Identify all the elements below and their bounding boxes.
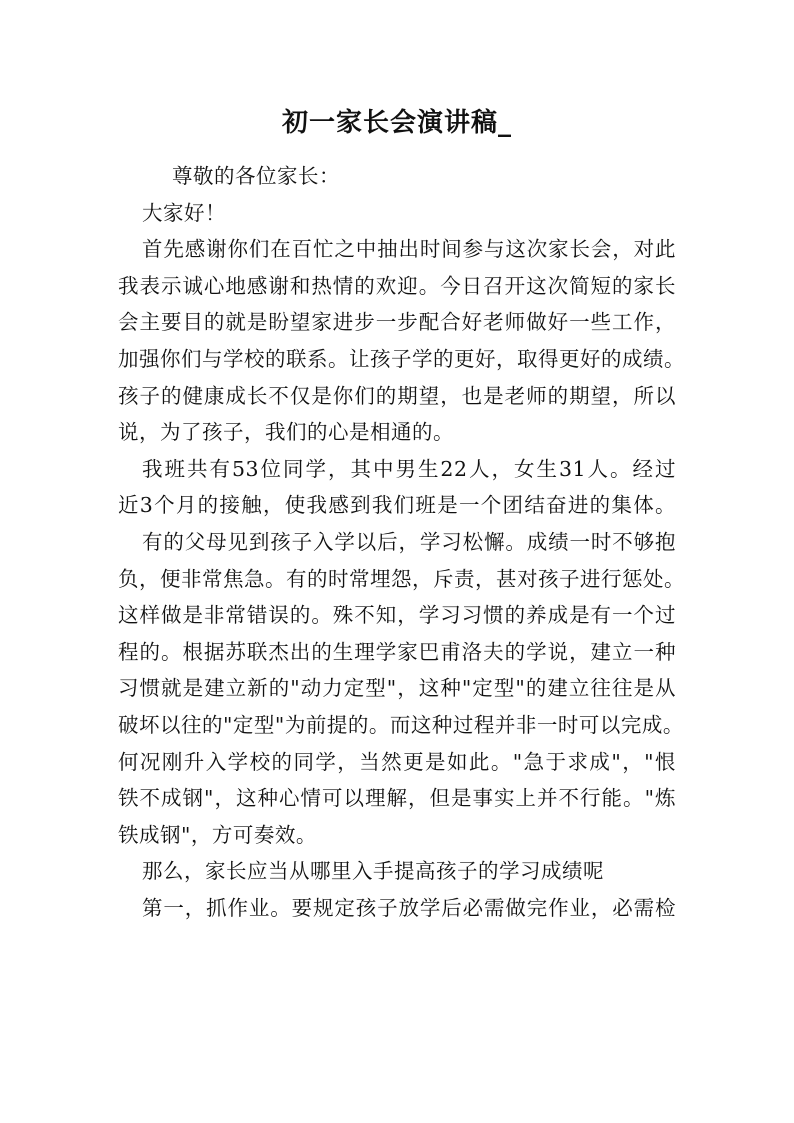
paragraph-line: 我班共有53位同学，其中男生22人，女生31人。经过 bbox=[142, 456, 676, 481]
paragraph-line: 铁成钢"，方可奏效。 bbox=[118, 822, 317, 847]
paragraph-line: 破坏以往的"定型"为前提的。而这种过程并非一时可以完成。 bbox=[118, 712, 684, 737]
paragraph-line: 加强你们与学校的联系。让孩子学的更好，取得更好的成绩。 bbox=[118, 346, 685, 371]
paragraph-line: 我表示诚心地感谢和热情的欢迎。今日召开这次简短的家长 bbox=[118, 273, 676, 298]
document-body bbox=[118, 158, 685, 926]
paragraph-line: 那么，家长应当从哪里入手提高孩子的学习成绩呢 bbox=[142, 859, 604, 884]
greeting: 大家好！ bbox=[142, 200, 226, 225]
paragraph-line: 首先感谢你们在百忙之中抽出时间参与这次家长会，对此 bbox=[142, 237, 676, 262]
paragraph-line: 这样做是非常错误的。殊不知，学习习惯的养成是有一个过 bbox=[118, 603, 676, 628]
paragraph-line: 会主要目的就是盼望家进步一步配合好老师做好一些工作， bbox=[118, 310, 676, 335]
paragraph-line: 说，为了孩子，我们的心是相通的。 bbox=[118, 420, 454, 445]
paragraph-line: 负，便非常焦急。有的时常埋怨，斥责，甚对孩子进行惩处。 bbox=[118, 566, 685, 591]
paragraph-line: 孩子的健康成长不仅是你们的期望，也是老师的期望，所以 bbox=[118, 383, 676, 408]
salutation: 尊敬的各位家长： bbox=[172, 164, 340, 188]
paragraph-line: 铁不成钢"，这种心情可以理解，但是事实上并不行能。"炼 bbox=[118, 786, 676, 811]
paragraph-line: 习惯就是建立新的"动力定型"，这种"定型"的建立往往是从 bbox=[118, 676, 676, 701]
paragraph-line: 第一，抓作业。要规定孩子放学后必需做完作业，必需检 bbox=[142, 895, 676, 920]
paragraph-line: 何况刚升入学校的同学，当然更是如此。"急于求成"，"恨 bbox=[118, 749, 676, 774]
document-title: 初一家长会演讲稿_ bbox=[281, 108, 512, 138]
paragraph-line: 有的父母见到孩子入学以后，学习松懈。成绩一时不够抱 bbox=[142, 529, 676, 554]
paragraph-line: 程的。根据苏联杰出的生理学家巴甫洛夫的学说，建立一种 bbox=[118, 639, 676, 664]
paragraph-line: 近3个月的接触，使我感到我们班是一个团结奋进的集体。 bbox=[118, 493, 676, 518]
